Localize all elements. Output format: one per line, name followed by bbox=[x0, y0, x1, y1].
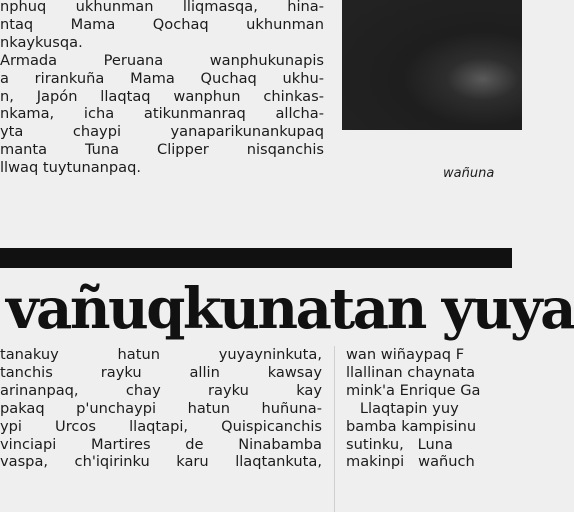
right-column-line: Llaqtapin yuy bbox=[346, 399, 459, 417]
photo-caption: wañuna bbox=[443, 166, 495, 181]
left-column-line: ypi Urcos llaqtapi, Quispicanchis bbox=[0, 417, 322, 435]
right-column-line: mink'a Enrique Ga bbox=[346, 381, 481, 399]
right-column bbox=[346, 346, 512, 471]
headline: vañuqkunatan yuya bbox=[6, 276, 574, 342]
left-column-line: tanakuy hatun yuyayninkuta, bbox=[0, 346, 322, 363]
left-column-line: vaspa, ch'iqirinku karu llaqtankuta, bbox=[0, 453, 322, 471]
top-article bbox=[0, 0, 324, 177]
top-article-line: nkaykusqa. bbox=[0, 33, 83, 51]
top-article-line: llwaq tuytunanpaq. bbox=[0, 159, 142, 177]
top-article-line: nkama, icha atikunmanraq allcha- bbox=[0, 105, 324, 123]
top-article-line: yta chaypi yanaparikunankupaq bbox=[0, 123, 324, 141]
top-article-line: nphuq ukhunman lliqmasqa, hina- bbox=[0, 0, 324, 15]
left-column-line: pakaq p'unchaypi hatun huñuna- bbox=[0, 399, 322, 417]
left-column-line: vinciapi Martires de Ninabamba bbox=[0, 435, 322, 453]
right-column-line: makinpi wañuch bbox=[346, 453, 475, 471]
column-gutter bbox=[334, 346, 335, 512]
left-column-line: tanchis rayku allin kawsay bbox=[0, 363, 322, 381]
top-article-line: manta Tuna Clipper nisqanchis bbox=[0, 141, 324, 159]
right-column-line: sutinku, Luna bbox=[346, 435, 454, 453]
left-column bbox=[0, 346, 322, 471]
right-column-line: bamba kampisinu bbox=[346, 417, 477, 435]
top-article-line: a rirankuña Mama Quchaq ukhu- bbox=[0, 69, 324, 87]
top-article-line: n, Japón llaqtaq wanphun chinkas- bbox=[0, 87, 324, 105]
right-column-line: wan wiñaypaq F bbox=[346, 346, 465, 363]
news-photo bbox=[342, 0, 522, 130]
section-divider-bar bbox=[0, 248, 512, 268]
left-column-line: arinanpaq, chay rayku kay bbox=[0, 381, 322, 399]
top-article-line: Armada Peruana wanphukunapis bbox=[0, 51, 324, 69]
top-article-line: ntaq Mama Qochaq ukhunman bbox=[0, 15, 324, 33]
right-column-line: llallinan chaynata bbox=[346, 363, 476, 381]
